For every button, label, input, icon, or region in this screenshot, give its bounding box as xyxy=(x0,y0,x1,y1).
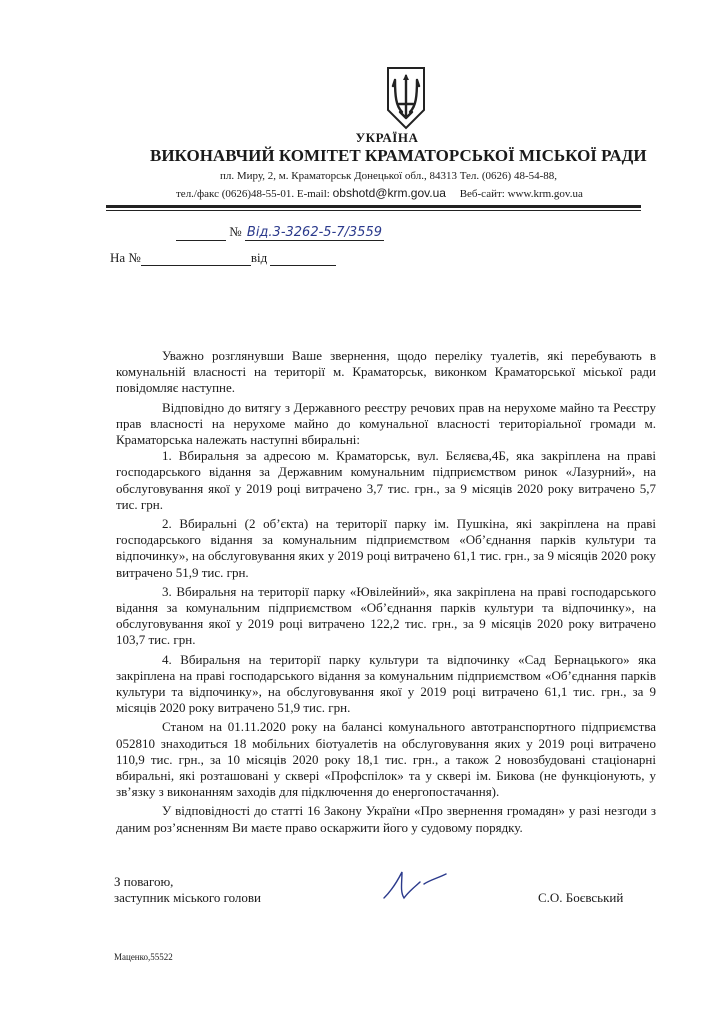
paragraph: Станом на 01.11.2020 року на балансі комунального автотранспортного підприємства 052810 знаходиться 18 мобільних біотуалетів на обслуговування яких у 2019 році витрачено 110,9 тис. грн., за 10 місяців 2020 року 18,1 тис. грн., а також 2 новозбудовані стаціонарні вбиральні, які розташовані у сквері «Профспілок» та у сквері ім. Бикова (не функціонують, у зв’язку з виконанням заходів для підключення до енергопостачання). xyxy=(116,719,656,800)
regards-text: З повагою, xyxy=(114,874,174,889)
paragraph: У відповідності до статті 16 Закону України «Про звернення громадян» у разі незгоди з даним роз’ясненням Ви маєте право оскаржити його у судовому порядку. xyxy=(116,803,656,835)
list-item: 4. Вбиральня на території парку культури та відпочинку «Сад Бернацького» яка закріплена на праві господарського відання за комунальним підприємством «Об’єднання парків культури та відпочинку», на обслуговування якої у 2019 році витрачено 61,1 тис. грн., за 9 місяців 2020 року витрачено 51,9 тис. грн. xyxy=(116,651,656,716)
email-link[interactable]: obshotd@krm.gov.ua xyxy=(332,186,446,200)
signer-name: С.О. Боєвський xyxy=(538,890,624,905)
list-item: 3. Вбиральня на території парку «Ювілейний», яка закріплена на праві господарського відання за комунальним підприємством «Об’єднання парків культури та відпочинку», на обслуговування якої у 2019 році витрачено 122,2 тис. грн., за 9 місяців 2020 року витрачено 103,7 тис. грн. xyxy=(116,583,656,648)
website-text: Веб-сайт: www.krm.gov.ua xyxy=(459,188,583,200)
paragraph: Відповідно до витягу з Державного реєстру речових прав на нерухоме майно та Реєстру прав власності на нерухоме майно до комунальної власності територіальної громади м. Краматорська належать наступні вбиральні: xyxy=(116,399,656,448)
organization-name: ВИКОНАВЧИЙ КОМІТЕТ КРАМАТОРСЬКОЇ МІСЬКОЇ РАДИ xyxy=(150,146,647,165)
number-label: № xyxy=(229,224,242,239)
signer-position: заступник міського голови xyxy=(114,890,261,905)
paragraph: Уважно розглянувши Ваше звернення, щодо переліку туалетів, які перебувають в комунальній власності на території м. Краматорськ, виконком Краматорської міської ради повідомляє наступне. xyxy=(116,348,656,396)
trident-emblem-icon xyxy=(384,66,428,132)
contacts-prefix: тел./факс (0626)48-55-01. E-mail: xyxy=(176,188,330,200)
country-name: УКРАЇНА xyxy=(355,130,419,145)
reply-date-blank xyxy=(270,253,336,266)
handwritten-signature-icon xyxy=(380,868,450,904)
header-rule-thin xyxy=(106,210,641,211)
letter-body xyxy=(116,348,656,836)
address-line: пл. Миру, 2, м. Краматорськ Донецької обл., 84313 Тел. (0626) 48-54-88, xyxy=(220,170,558,182)
outgoing-reference xyxy=(176,224,384,241)
header-rule-thick xyxy=(106,205,641,208)
reply-label: На № xyxy=(110,250,141,265)
date-label: від xyxy=(250,250,268,265)
outgoing-number: Від.3-3262-5-7/3559 xyxy=(246,225,382,240)
closing-block xyxy=(114,874,261,906)
list-item: 1. Вбиральня за адресою м. Краматорськ, вул. Бєляєва,4Б, яка закріплена на праві господарського відання за Державним комунальним підприємством ринок «Лазурний», на обслуговування якої у 2019 році витрачено 3,7 тис. грн., за 9 місяців 2020 року витрачено 5,7 тис. грн. xyxy=(116,448,656,512)
reply-number-blank xyxy=(141,253,251,266)
list-item: 2. Вбиральні (2 об’єкта) на території парку ім. Пушкіна, які закріплена на праві господарського відання за комунальним підприємством «Об’єднання парків культури та відпочинку», на обслуговування яких у 2019 році витрачено 61,1 тис. грн., за 9 місяців 2020 року витрачено 51,9 тис. грн. xyxy=(116,516,656,580)
blank-line xyxy=(176,228,226,241)
executor-note: Маценко,55522 xyxy=(114,952,173,962)
reply-reference xyxy=(110,250,336,266)
contacts-line xyxy=(176,186,583,200)
